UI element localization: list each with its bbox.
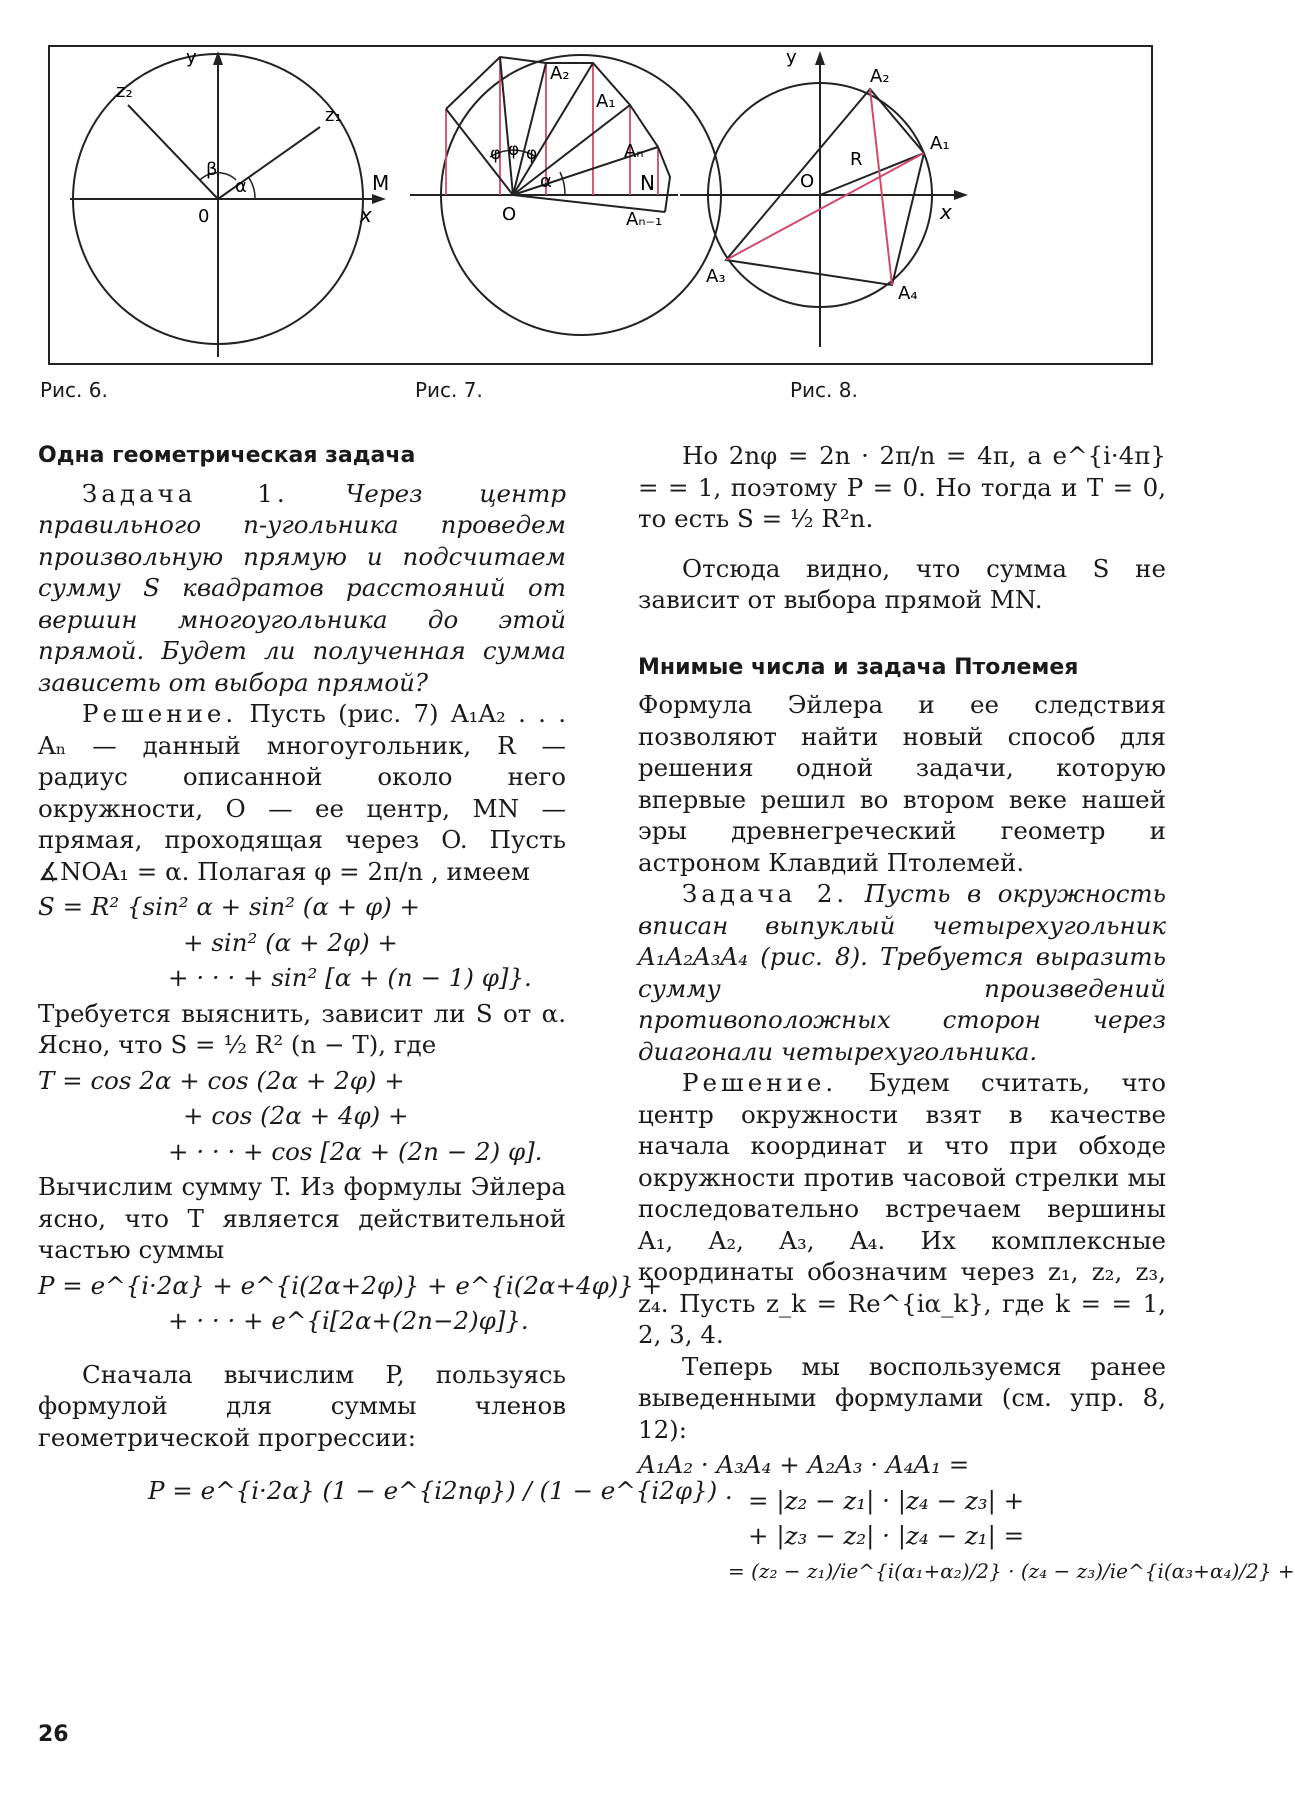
text-3: Вычислим сумму T. Из формулы Эйлера ясно, что T является действительной частью суммы xyxy=(38,1172,566,1264)
problem-2 xyxy=(638,878,1166,1067)
problem-2-text: Пусть в окружность вписан выпуклый четырехугольник A₁A₂A₃A₄ (рис. 8). Требуется выразить сумму произведений противоположных сторон через диагонали четырехугольника. xyxy=(638,879,1166,1066)
fig8-label-a4: A₄ xyxy=(898,283,918,304)
fig6-label-y: y xyxy=(186,47,197,68)
fig8-label-a1: A₁ xyxy=(930,133,950,154)
formula-s-line-3: + · · · + sin² [α + (n − 1) φ]}. xyxy=(168,963,532,992)
fig7-label-o: O xyxy=(502,204,517,225)
fig6-radius-z1 xyxy=(218,127,320,199)
fig7-alpha-arc xyxy=(560,172,565,195)
left-column xyxy=(38,440,733,1511)
ptolemy-formula-line-1: A₁A₂ · A₃A₄ + A₂A₃ · A₄A₁ = xyxy=(638,1450,970,1479)
figure-6 xyxy=(70,47,386,357)
fig8-quadrilateral xyxy=(726,89,924,285)
text-2: Требуется выяснить, зависит ли S от α. Ясно, что S = ½ R² (n − T), где xyxy=(38,998,566,1059)
right-text-1: Но 2nφ = 2n · 2π/n = 4π, а e^{i·4π} = = 1, поэтому P = 0. Но тогда и T = 0, то есть S = ½ R²n. xyxy=(638,441,1166,533)
figure-7 xyxy=(372,55,721,335)
figures-svg xyxy=(50,47,1155,367)
formula-t-line-3: + · · · + cos [2α + (2n − 2) φ]. xyxy=(168,1136,543,1166)
text-4: Сначала вычислим P, пользуясь формулой для суммы членов геометрической прогрессии: xyxy=(38,1359,566,1452)
page-number: 26 xyxy=(38,1722,69,1747)
fig8-label-y: y xyxy=(786,47,797,68)
right-text-3: Формула Эйлера и ее следствия позволяют найти новый способ для решения одной задачи, которую впервые решил во втором веке нашей эры древнегреческий геометр и астроном Клавдий Птолемей. xyxy=(638,690,1166,877)
right-text-2: Отсюда видно, что сумма S не зависит от выбора прямой MN. xyxy=(638,553,1166,614)
fig6-label-origin: 0 xyxy=(198,206,210,227)
solution-2-label: Решение. xyxy=(682,1068,838,1097)
fig7-caption: Рис. 7. xyxy=(415,378,483,402)
formula-s-line-1: S = R² {sin² α + sin² (α + φ) + xyxy=(38,892,421,921)
problem-1-text: Через центр правильного n-угольника проведем произвольную прямую и подсчитаем сумму S квадратов расстояний от вершин многоугольника до этой прямой. Будет ли полученная сумма зависеть от выбора прямой? xyxy=(38,478,566,697)
fig8-label-x: x xyxy=(940,200,952,224)
ptolemy-formula-line-4: = (z₂ − z₁)/ie^{i(α₁+α₂)/2} · (z₄ − z₃)/ie^{i(α₃+α₄)/2} + xyxy=(728,1558,1295,1583)
fig8-label-a2: A₂ xyxy=(870,66,890,87)
fig7-label-phi3: φ xyxy=(526,144,538,164)
fig8-label-r: R xyxy=(850,149,863,170)
section-heading-2: Мнимые числа и задача Птолемея xyxy=(638,654,1079,680)
fig7-label-a2: A₂ xyxy=(550,63,570,84)
fig7-label-alpha: α xyxy=(540,171,552,192)
formula-s-line-2: + sin² (α + 2φ) + xyxy=(183,927,398,957)
fig7-label-an1: Aₙ₋₁ xyxy=(626,209,663,230)
fig6-label-alpha: α xyxy=(235,176,247,197)
fig6-caption: Рис. 6. xyxy=(40,378,108,402)
fig8-x-arrow-icon xyxy=(954,190,968,200)
fig7-label-a1: A₁ xyxy=(596,91,616,112)
fig7-label-phi1: φ xyxy=(490,144,502,164)
solution-2-text: Будем считать, что центр окружности взят в качестве начала координат и что при обходе окружности против часовой стрелки мы последовательно встречаем вершины A₁, A₂, A₃, A₄. Их комплексные координаты обозначим через z₁, z₂, z₃, z₄. Пусть z_k = Re^{iα_k}, где k = = 1, 2, 3, 4. xyxy=(638,1068,1166,1349)
fig6-x-arrow-icon xyxy=(372,194,386,204)
fig7-label-an: Aₙ xyxy=(624,141,644,162)
solution-2 xyxy=(638,1067,1166,1351)
right-column xyxy=(638,440,1295,1591)
ptolemy-formula-line-2: = |z₂ − z₁| · |z₄ − z₃| + xyxy=(748,1485,1025,1515)
fig6-label-x: x xyxy=(360,203,372,227)
fig8-radius xyxy=(820,153,924,195)
problem-2-label: Задача 2. xyxy=(682,879,849,908)
fig7-label-phi2: φ xyxy=(508,140,520,160)
formula-p-line-2: + · · · + e^{i[2α+(2n−2)φ]}. xyxy=(168,1306,529,1335)
right-text-4: Теперь мы воспользуемся ранее выведенными формулами (см. упр. 8, 12): xyxy=(638,1351,1166,1444)
formula-p-line-1: P = e^{i·2α} + e^{i(2α+2φ)} + e^{i(2α+4φ)} + xyxy=(38,1270,663,1300)
problem-1 xyxy=(38,478,566,699)
section-heading-1: Одна геометрическая задача xyxy=(38,443,416,468)
solution-1-text: Пусть (рис. 7) A₁A₂ . . . Aₙ — данный многоугольник, R — радиус описанной около него окружности, O — ее центр, MN — прямая, проходящая через O. Пусть ∡NOA₁ = α. Полагая φ = 2π/n , имеем xyxy=(38,699,566,886)
problem-1-label: Задача 1. xyxy=(82,478,289,508)
solution-1-label: Решение. xyxy=(82,699,238,728)
figures-frame xyxy=(48,45,1153,365)
formula-t-line-2: + cos (2α + 4φ) + xyxy=(183,1101,409,1130)
fig8-diagonal-24 xyxy=(870,89,892,285)
fig7-label-m: M xyxy=(372,171,390,195)
fig6-alpha-arc xyxy=(249,178,255,199)
fig8-label-o: O xyxy=(800,171,815,192)
fig7-label-n: N xyxy=(640,171,655,195)
formula-t-line-1: T = cos 2α + cos (2α + 2φ) + xyxy=(38,1065,405,1095)
fig8-diagonal-13 xyxy=(726,153,924,260)
fig6-label-beta: β xyxy=(206,159,218,180)
fig6-radius-z2 xyxy=(128,105,218,199)
solution-1 xyxy=(38,698,566,887)
fig8-caption: Рис. 8. xyxy=(790,378,858,402)
figure-8 xyxy=(680,47,968,347)
ptolemy-formula-line-3: + |z₃ − z₂| · |z₄ − z₁| = xyxy=(748,1521,1025,1550)
formula-p2: P = e^{i·2α} (1 − e^{i2nφ}) / (1 − e^{i2φ}) . xyxy=(148,1476,733,1505)
fig8-label-a3: A₃ xyxy=(706,266,726,287)
fig6-label-z2: z₂ xyxy=(116,81,133,102)
fig8-y-arrow-icon xyxy=(815,51,825,65)
fig6-label-z1: z₁ xyxy=(325,105,342,126)
